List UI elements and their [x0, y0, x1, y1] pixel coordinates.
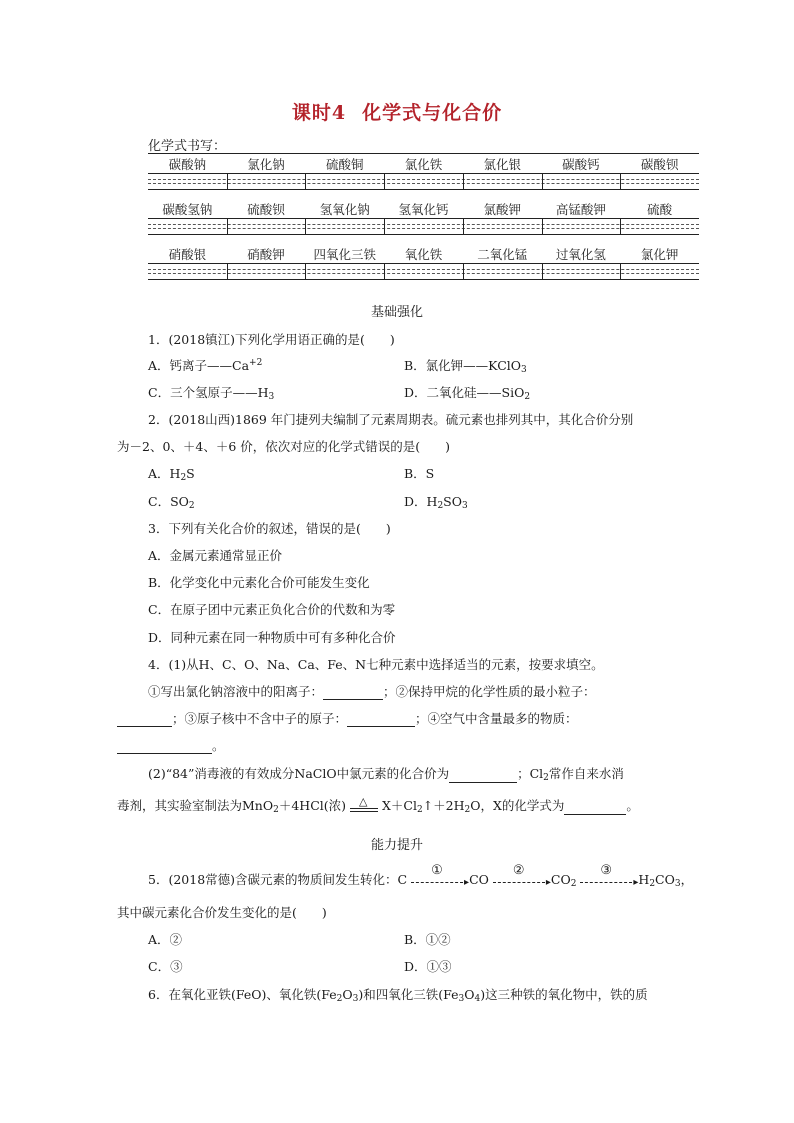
- formula-answer-cell[interactable]: [307, 264, 382, 278]
- page-title: [0, 98, 794, 125]
- compound-name: 氢氧化钙: [398, 202, 449, 217]
- compound-name: 过氧化氢: [555, 247, 606, 262]
- formula-answer-cell[interactable]: [229, 219, 304, 233]
- formula-table: [148, 155, 699, 290]
- answer-cell-divider: [542, 218, 543, 234]
- compound-name: 氯化银: [483, 157, 521, 172]
- compound-name: 碳酸氢钠: [162, 202, 213, 217]
- answer-cell-divider: [227, 263, 228, 279]
- q1-option-b: B．氯化钾——KClO$_3$: [404, 358, 527, 375]
- q3-option-b: B．化学变化中元素化合价可能发生变化: [148, 575, 370, 590]
- heating-condition-sign: △: [350, 799, 378, 815]
- formula-section-label: 化学式书写：: [148, 139, 227, 154]
- q2-option-b: B．S: [404, 466, 435, 481]
- formula-answer-cell[interactable]: [386, 174, 461, 188]
- formula-answer-cell[interactable]: [465, 174, 540, 188]
- answer-cell-divider: [384, 173, 385, 189]
- answer-rule: [148, 189, 699, 190]
- formula-name-row: [148, 155, 699, 175]
- q3-option-d: D．同种元素在同一种物质中可有多种化合价: [148, 630, 396, 645]
- formula-answer-cell[interactable]: [544, 264, 619, 278]
- formula-answer-cell[interactable]: [307, 219, 382, 233]
- question-6-stem: 6．在氧化亚铁(FeO)、氧化铁$(Fe_2O_3)$和四氧化三铁$(Fe_3O_4)$这三种铁的氧化物中，铁的质: [148, 987, 648, 1004]
- question-5-stem-line2: 其中碳元素化合价发生变化的是( ): [117, 905, 327, 920]
- answer-cell-divider: [620, 263, 621, 279]
- answer-blank[interactable]: [449, 768, 517, 783]
- answer-blank[interactable]: [117, 739, 212, 754]
- formula-answer-cell[interactable]: [544, 219, 619, 233]
- formula-answer-cell[interactable]: [544, 174, 619, 188]
- question-4-line2: ①写出氯化钠溶液中的阳离子： ；②保持甲烷的化学性质的最小粒子：: [148, 684, 596, 699]
- question-4-line3: ；③原子核中不含中子的原子： ；④空气中含量最多的物质：: [117, 709, 578, 727]
- question-4-line4: 。: [117, 736, 225, 754]
- q2-option-a: A．$H_2S$: [148, 466, 195, 483]
- reaction-arrow-2: ② ▸: [493, 874, 551, 888]
- compound-name: 硫酸铜: [326, 157, 364, 172]
- compound-name: 氯化铁: [404, 157, 443, 172]
- table-top-rule: [148, 153, 699, 154]
- lesson-number: 课时4: [291, 102, 347, 124]
- answer-cell-divider: [542, 263, 543, 279]
- answer-blank[interactable]: [323, 685, 383, 700]
- answer-blank[interactable]: [347, 712, 415, 727]
- q1-option-d: D．二氧化硅——SiO$_2$: [404, 385, 531, 402]
- formula-answer-cell[interactable]: [150, 219, 225, 233]
- formula-name-row: [148, 200, 699, 220]
- answer-blank[interactable]: [564, 800, 626, 815]
- answer-cell-divider: [620, 173, 621, 189]
- answer-cell-divider: [305, 263, 306, 279]
- q5-option-b: B．①②: [404, 932, 451, 947]
- answer-cell-divider: [463, 218, 464, 234]
- answer-cell-divider: [305, 218, 306, 234]
- question-5-stem-line1: 5．(2018常德)含碳元素的物质间发生转化：C ① ▸ CO ② ▸ $CO_2$ ③ ▸ $H_2CO_3$，: [148, 862, 694, 889]
- answer-cell-divider: [620, 218, 621, 234]
- compound-name: 硫酸钡: [247, 202, 285, 217]
- formula-answer-cell[interactable]: [229, 174, 304, 188]
- section-heading-advanced: 能力提升: [370, 838, 423, 853]
- question-1-stem: 1．(2018镇江)下列化学用语正确的是( ): [148, 332, 395, 347]
- answer-cell-divider: [384, 263, 385, 279]
- compound-name: 硝酸银: [168, 247, 207, 262]
- answer-rule: [148, 279, 699, 280]
- formula-answer-cell[interactable]: [386, 219, 461, 233]
- compound-name: 碳酸钠: [168, 157, 207, 172]
- formula-answer-cell[interactable]: [622, 174, 697, 188]
- q3-option-a: A．金属元素通常显正价: [148, 548, 283, 563]
- answer-cell-divider: [463, 263, 464, 279]
- question-2-stem-line2: 为－2、0、＋4、＋6 价，依次对应的化学式错误的是( ): [117, 439, 451, 454]
- answer-cell-divider: [227, 218, 228, 234]
- compound-name: 高锰酸钾: [555, 202, 606, 217]
- compound-name: 氢氧化钠: [319, 202, 370, 217]
- answer-cell-divider: [305, 173, 306, 189]
- q5-option-d: D．①③: [404, 959, 452, 974]
- compound-name: 二氧化锰: [477, 247, 528, 262]
- answer-rule: [148, 234, 699, 235]
- question-4-part2-line2: 毒剂，其实验室制法为MnO$_2$＋4HCl(浓) △ $X+Cl_2↑+2H_2O$，X的化学式为 。: [117, 794, 639, 815]
- q2-option-d: D．$H_2SO_3$: [404, 494, 468, 511]
- compound-name: 氧化铁: [404, 247, 443, 262]
- formula-answer-cell[interactable]: [622, 219, 697, 233]
- formula-answer-cell[interactable]: [465, 264, 540, 278]
- compound-name: 氯酸钾: [483, 202, 521, 217]
- answer-cell-divider: [542, 173, 543, 189]
- q2-option-c: C．$SO_2$: [148, 494, 195, 511]
- question-4-line1: 4．(1)从H、C、O、Na、Ca、Fe、N七种元素中选择适当的元素，按要求填空。: [148, 657, 604, 672]
- question-3-stem: 3．下列有关化合价的叙述，错误的是( ): [148, 521, 391, 536]
- answer-blank[interactable]: [117, 712, 172, 727]
- formula-answer-cell[interactable]: [622, 264, 697, 278]
- question-2-stem-line1: 2．(2018山西)1869 年门捷列夫编制了元素周期表。硫元素也排列其中，其化合价分别: [148, 412, 634, 427]
- section-heading-basic: 基础强化: [370, 305, 423, 320]
- compound-name: 碳酸钙: [562, 157, 600, 172]
- compound-name: 氯化钠: [247, 157, 285, 172]
- answer-cell-divider: [463, 173, 464, 189]
- compound-name: 硝酸钾: [247, 247, 285, 262]
- q5-option-a: A．②: [148, 932, 183, 947]
- formula-answer-cell[interactable]: [229, 264, 304, 278]
- formula-answer-cell[interactable]: [150, 174, 225, 188]
- reaction-arrow-3: ③ ▸: [580, 874, 638, 888]
- q1-option-c: C．三个氢原子$——H_3$: [148, 385, 275, 402]
- answer-cell-divider: [227, 173, 228, 189]
- q5-option-c: C．③: [148, 959, 183, 974]
- q1-option-a: A．钙离子$——Ca^{+2}$: [148, 358, 263, 373]
- compound-name: 碳酸钡: [640, 157, 679, 172]
- q3-option-c: C．在原子团中元素正负化合价的代数和为零: [148, 602, 396, 617]
- formula-answer-cell[interactable]: [386, 264, 461, 278]
- reaction-arrow-1: ① ▸: [411, 874, 469, 888]
- formula-answer-cell[interactable]: [150, 264, 225, 278]
- formula-answer-cell[interactable]: [465, 219, 540, 233]
- compound-name: 氯化钾: [640, 247, 679, 262]
- lesson-topic: 化学式与化合价: [362, 102, 503, 124]
- answer-cell-divider: [384, 218, 385, 234]
- compound-name: 硫酸: [647, 202, 673, 217]
- question-4-part2-line1: (2)“84”消毒液的有效成分NaClO中氯元素的化合价为 ；$Cl_2$常作自来水消: [148, 766, 624, 783]
- compound-name: 四氧化三铁: [313, 247, 377, 262]
- formula-answer-cell[interactable]: [307, 174, 382, 188]
- formula-name-row: [148, 245, 699, 265]
